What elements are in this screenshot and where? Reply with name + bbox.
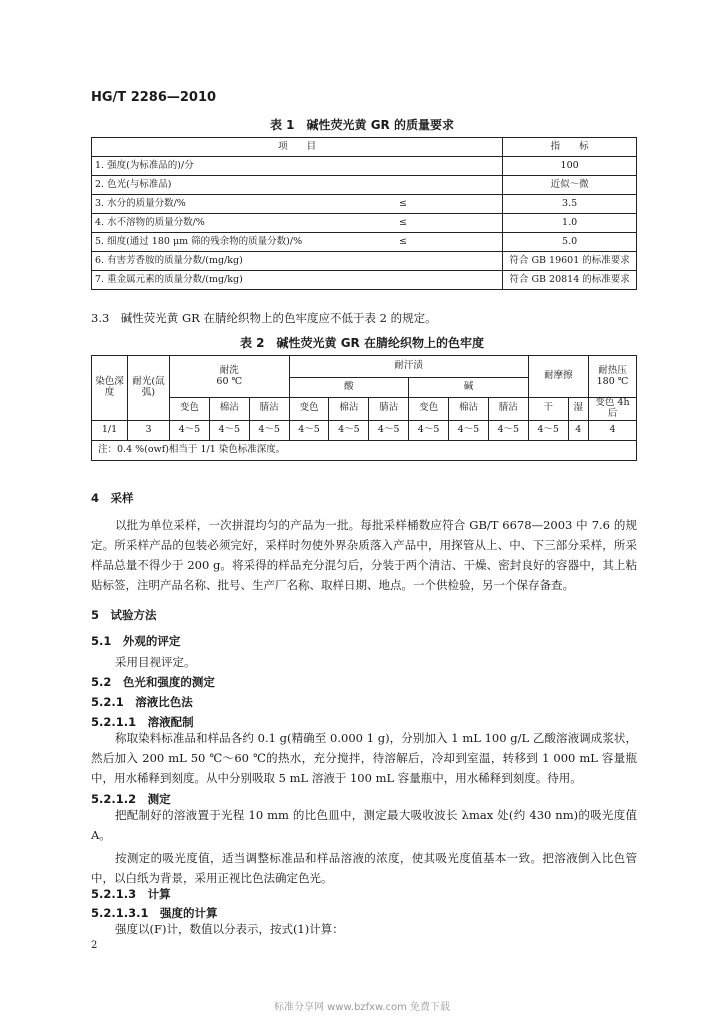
table2-caption: 表 2 碱性荧光黄 GR 在腈纶织物上的色牢度 (240, 336, 484, 350)
table-row (92, 252, 637, 271)
table2-sub: 棉沾 (209, 398, 249, 421)
table2-header-hot (589, 356, 637, 398)
clause-5-2: 5.2 色光和强度的测定 (91, 675, 215, 689)
table1-caption: 表 1 碱性荧光黄 GR 的质量要求 (270, 118, 454, 132)
table2-cell: 4～5 (488, 420, 528, 440)
table1-value: 1.0 (503, 214, 637, 233)
table2-sub: 腈沾 (488, 398, 528, 421)
table1 (91, 137, 637, 290)
table2-sub: 腈沾 (249, 398, 289, 421)
table2-cell: 4～5 (528, 420, 568, 440)
table2-header-wash (170, 356, 290, 398)
table2-header-wash-temp: 60 ℃ (216, 375, 243, 387)
table2-sub: 湿 (568, 398, 588, 421)
table2-subheader-row (92, 398, 637, 421)
table2-header-row-1 (92, 356, 637, 378)
table2-sub: 变色 (409, 398, 449, 421)
table2-header-depth: 染色深度 (92, 356, 128, 421)
table-row (92, 195, 637, 214)
table-row (92, 271, 637, 290)
table-row (92, 214, 637, 233)
clause-5-2-1-2-text1: 把配制好的溶液置于光程 10 mm 的比色皿中，测定最大吸收波长 λmax 处(约 430 nm)的吸光度值 A。 (91, 808, 637, 842)
table1-op (379, 252, 503, 271)
table1-value: 3.5 (503, 195, 637, 214)
table2-cell: 4～5 (249, 420, 289, 440)
table1-item: 5. 细度(通过 180 μm 筛的残余物的质量分数)/% (92, 233, 379, 252)
table1-op: ≤ (379, 233, 503, 252)
table2-header-sweat: 耐汗渍 (289, 356, 528, 378)
table1-item: 3. 水分的质量分数/% (92, 195, 379, 214)
section4-paragraph: 以批为单位采样，一次拼混均匀的产品为一批。每批采样桶数应符合 GB/T 6678—2003 中 7.6 的规定。所采样产品的包装必须完好，采样时勿使外界杂质落入产品中，用探管从上、中、下三部分采样，所采样品总量不得少于 200 g。将采得的样品充分混匀后，分装于两个清洁、干燥、密封良好的容器中，其上粘贴标签，注明产品名称、批号、生产厂名称、取样日期、地点。一个供检验，另一个保存备查。 (91, 518, 637, 592)
table2-cell: 4～5 (329, 420, 369, 440)
clause-5-2-1-1-text: 称取染料标准品和样品各约 0.1 g(精确至 0.000 1 g)，分别加入 1 mL 100 g/L 乙酸溶液调成浆状，然后加入 200 mL 50 ℃～60 ℃的热水，充分搅拌，待溶解后，冷却到室温，转移到 1 000 mL 容量瓶中，用水稀释到刻度。从中分别吸取 5 mL 溶液于 100 mL 容量瓶中，用水稀释到刻度。待用。 (91, 731, 637, 785)
standard-number: HG/T 2286—2010 (91, 90, 217, 105)
clause-5-2-1-2-text2: 按测定的吸光度值，适当调整标准品和样品溶液的浓度，使其吸光度值基本一致。把溶液倒入比色管中，以白纸为背景，采用正视比色法确定色光。 (91, 851, 637, 885)
table1-item: 4. 水不溶物的质量分数/% (92, 214, 379, 233)
table2-cell: 4 (589, 420, 637, 440)
clause-5-2-1-2: 5.2.1.2 测定 (91, 792, 171, 806)
table1-value: 近似～微 (503, 176, 637, 195)
table2-header-hot-label: 耐热压 (598, 364, 627, 376)
table2-cell: 4～5 (289, 420, 329, 440)
clause-3-3: 3.3 碱性荧光黄 GR 在腈纶织物上的色牢度应不低于表 2 的规定。 (91, 311, 437, 325)
table1-header-item: 项 目 (92, 138, 503, 157)
table1-header-index: 指 标 (503, 138, 637, 157)
table1-value: 符合 GB 20814 的标准要求 (503, 271, 637, 290)
page-number: 2 (91, 940, 98, 951)
table2-header-light: 耐光(氙弧) (128, 356, 170, 421)
clause-5-1-text: 采用目视评定。 (115, 655, 196, 669)
table2-header-hot-temp: 180 ℃ (596, 375, 629, 387)
table2-cell: 4 (568, 420, 588, 440)
table-row (92, 420, 637, 440)
table2-note-row (92, 440, 637, 460)
table1-header-row (92, 138, 637, 157)
table1-value: 5.0 (503, 233, 637, 252)
table-row (92, 233, 637, 252)
table2-sub: 棉沾 (449, 398, 489, 421)
table2 (91, 355, 637, 461)
clause-5-1: 5.1 外观的评定 (91, 634, 181, 648)
table2-header-acid: 酸 (289, 378, 409, 398)
table2-cell: 4～5 (369, 420, 409, 440)
table2-cell: 4～5 (449, 420, 489, 440)
table-row (92, 176, 637, 195)
clause-5-2-1-3-1-text: 强度以(F)计，数值以分表示，按式(1)计算： (115, 922, 344, 936)
table1-op (379, 271, 503, 290)
table1-value: 符合 GB 19601 的标准要求 (503, 252, 637, 271)
clause-5-2-1: 5.2.1 溶液比色法 (91, 695, 193, 709)
table2-sub: 腈沾 (369, 398, 409, 421)
section4-title: 4 采样 (91, 491, 134, 505)
table2-cell: 4～5 (409, 420, 449, 440)
table2-cell: 4～5 (170, 420, 210, 440)
table2-note: 注：0.4 %(owf)相当于 1/1 染色标准深度。 (92, 440, 637, 460)
clause-5-2-1-1: 5.2.1.1 溶液配制 (91, 715, 194, 729)
table2-header-rub: 耐摩擦 (528, 356, 588, 398)
table1-item: 2. 色光(与标准品) (92, 176, 379, 195)
table2-sub: 干 (528, 398, 568, 421)
section5-title: 5 试验方法 (91, 608, 157, 622)
footer-watermark: 标准分享网 www.bzfxw.com 免费下载 (274, 1002, 450, 1013)
table2-sub: 变色 (289, 398, 329, 421)
table2-sub: 棉沾 (329, 398, 369, 421)
table2-header-alkali: 碱 (409, 378, 529, 398)
table1-value: 100 (503, 157, 637, 176)
table2-cell: 4～5 (209, 420, 249, 440)
table1-op: ≤ (379, 214, 503, 233)
clause-5-2-1-3-1: 5.2.1.3.1 强度的计算 (91, 906, 218, 920)
table1-item: 1. 强度(为标准品的)/分 (92, 157, 379, 176)
table-row (92, 157, 637, 176)
table2-sub: 变色 4h 后 (589, 398, 637, 421)
table1-item: 7. 重金属元素的质量分数/(mg/kg) (92, 271, 379, 290)
table2-header-wash-label: 耐洗 (219, 364, 239, 376)
table1-op (379, 157, 503, 176)
table1-op: ≤ (379, 195, 503, 214)
table1-item: 6. 有害芳香胺的质量分数/(mg/kg) (92, 252, 379, 271)
table2-cell: 1/1 (92, 420, 128, 440)
table2-sub: 变色 (170, 398, 210, 421)
table1-op (379, 176, 503, 195)
clause-5-2-1-3: 5.2.1.3 计算 (91, 887, 171, 901)
table2-cell: 3 (128, 420, 170, 440)
